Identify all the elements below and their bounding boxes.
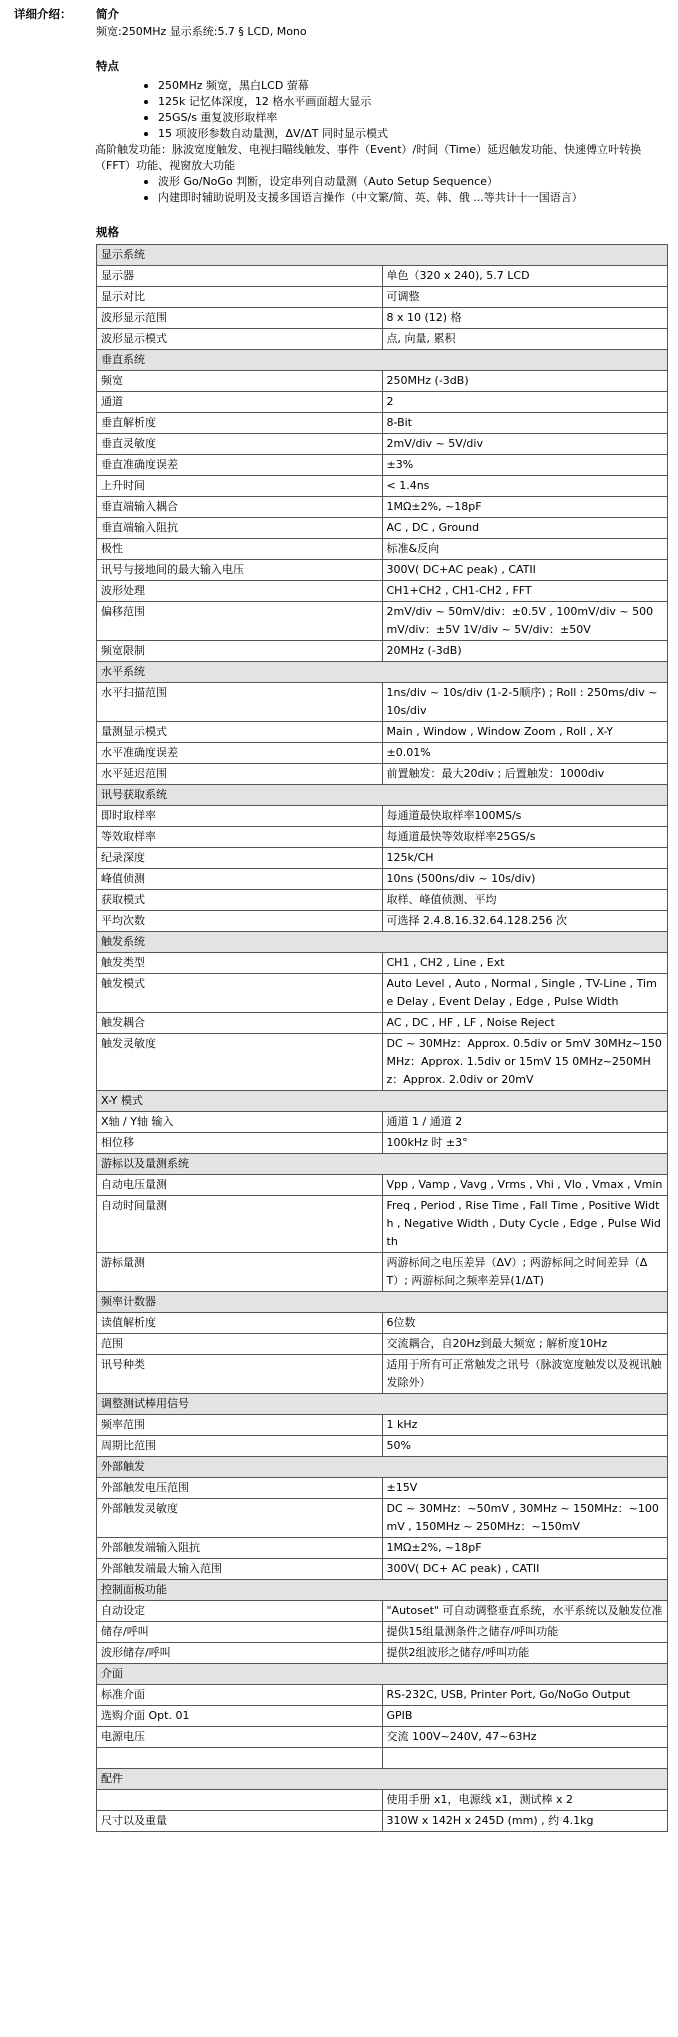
spec-value: 1ns/div ~ 10s/div (1-2-5顺序) ; Roll : 250ms/div ~ 10s/div [382, 683, 668, 722]
spec-row [97, 602, 668, 641]
spec-category-row [97, 245, 668, 266]
spec-row [97, 539, 668, 560]
spec-category-label: 控制面板功能 [97, 1580, 668, 1601]
spec-value: 可选择 2.4.8.16.32.64.128.256 次 [382, 911, 668, 932]
spec-row [97, 581, 668, 602]
spec-value: 提供2组波形之储存/呼叫功能 [382, 1643, 668, 1664]
spec-row [97, 560, 668, 581]
spec-row [97, 1013, 668, 1034]
spec-value: 2mV/div ~ 5V/div [382, 434, 668, 455]
intro-heading: 简介 [96, 7, 119, 21]
spec-value: 提供15组量测条件之储存/呼叫功能 [382, 1622, 668, 1643]
spec-value: 标准&反向 [382, 539, 668, 560]
spec-row [97, 911, 668, 932]
spec-key: 极性 [97, 539, 383, 560]
spec-row [97, 308, 668, 329]
spec-row [97, 743, 668, 764]
spec-category-label: 讯号获取系统 [97, 785, 668, 806]
spec-key: 标准介面 [97, 1685, 383, 1706]
spec-value: 交流耦合，自20Hz到最大频宽 ; 解析度10Hz [382, 1334, 668, 1355]
detail-content [96, 6, 668, 1832]
spec-category-row [97, 1580, 668, 1601]
spec-value: 8 x 10 (12) 格 [382, 308, 668, 329]
spec-value: 交流 100V~240V, 47~63Hz [382, 1727, 668, 1748]
spec-value: 前置触发：最大20div ; 后置触发：1000div [382, 764, 668, 785]
spec-row [97, 476, 668, 497]
spec-value [382, 1748, 668, 1769]
spec-category-label: 触发系统 [97, 932, 668, 953]
spec-key: 通道 [97, 392, 383, 413]
spec-value: 点, 向量, 累积 [382, 329, 668, 350]
spec-value: 使用手册 x1，电源线 x1，测试棒 x 2 [382, 1790, 668, 1811]
spec-value: 10ns (500ns/div ~ 10s/div) [382, 869, 668, 890]
spec-value: Auto Level , Auto , Normal , Single , TV-Line , Time Delay , Event Delay , Edge , Pulse Width [382, 974, 668, 1013]
spec-key: 储存/呼叫 [97, 1622, 383, 1643]
spec-row [97, 1727, 668, 1748]
spec-row [97, 1790, 668, 1811]
spec-key: 游标量测 [97, 1253, 383, 1292]
spec-category-row [97, 1292, 668, 1313]
spec-row [97, 848, 668, 869]
spec-key: 频宽限制 [97, 641, 383, 662]
spec-category-label: 游标以及量测系统 [97, 1154, 668, 1175]
spec-row [97, 1313, 668, 1334]
spec-key [97, 1790, 383, 1811]
spec-key: 显示对比 [97, 287, 383, 308]
spec-key: 触发灵敏度 [97, 1034, 383, 1091]
spec-key: 自动电压量测 [97, 1175, 383, 1196]
spec-value: 取样、峰值侦测、平均 [382, 890, 668, 911]
spec-row [97, 1706, 668, 1727]
spec-category-row [97, 1769, 668, 1790]
spec-key: 自动设定 [97, 1601, 383, 1622]
spec-row [97, 1643, 668, 1664]
spec-key: 频率范围 [97, 1415, 383, 1436]
spec-row [97, 641, 668, 662]
spec-row [97, 1112, 668, 1133]
spec-key: 电源电压 [97, 1727, 383, 1748]
spec-category-row [97, 1394, 668, 1415]
spec-value: Main , Window , Window Zoom , Roll , X-Y [382, 722, 668, 743]
spec-row [97, 1175, 668, 1196]
spec-category-row [97, 1664, 668, 1685]
spec-value: 300V( DC+AC peak) , CATII [382, 560, 668, 581]
spec-key: 垂直灵敏度 [97, 434, 383, 455]
spec-blank-row [97, 1748, 668, 1769]
spec-key: 触发类型 [97, 953, 383, 974]
spec-value: 2mV/div ~ 50mV/div：±0.5V , 100mV/div ~ 500mV/div：±5V 1V/div ~ 5V/div：±50V [382, 602, 668, 641]
spec-category-row [97, 350, 668, 371]
spec-key: 水平扫描范围 [97, 683, 383, 722]
features-heading: 特点 [96, 59, 119, 73]
spec-row [97, 1538, 668, 1559]
spec-key: 垂直端输入阻抗 [97, 518, 383, 539]
spec-table-body [97, 245, 668, 1832]
spec-row [97, 827, 668, 848]
spec-value: AC , DC , HF , LF , Noise Reject [382, 1013, 668, 1034]
spec-category-label: 介面 [97, 1664, 668, 1685]
feature-item: 125k 记忆体深度，12 格水平画面超大显示 [158, 94, 668, 110]
spec-row [97, 1685, 668, 1706]
spec-row [97, 455, 668, 476]
spec-key: 垂直解析度 [97, 413, 383, 434]
spec-table [96, 244, 668, 1832]
spec-key: 尺寸以及重量 [97, 1811, 383, 1832]
spec-value: 8-Bit [382, 413, 668, 434]
feature-list [96, 78, 668, 142]
spec-value: DC ~ 30MHz：Approx. 0.5div or 5mV 30MHz~150MHz：Approx. 1.5div or 15mV 15 0MHz~250MHz：Approx. 2.0div or 20mV [382, 1034, 668, 1091]
spec-category-row [97, 1091, 668, 1112]
spec-value: 1MΩ±2%, ~18pF [382, 497, 668, 518]
spec-key: 水平延迟范围 [97, 764, 383, 785]
spec-key: 波形储存/呼叫 [97, 1643, 383, 1664]
spec-value: ±3% [382, 455, 668, 476]
spec-row [97, 1253, 668, 1292]
detail-label: 详细介绍： [14, 7, 72, 21]
spec-value: 适用于所有可正常触发之讯号（脉波宽度触发以及视讯触发除外） [382, 1355, 668, 1394]
spec-value: ±0.01% [382, 743, 668, 764]
spec-category-row [97, 785, 668, 806]
feature-item: 25GS/s 重复波形取样率 [158, 110, 668, 126]
spec-category-label: 频率计数器 [97, 1292, 668, 1313]
spec-row [97, 1559, 668, 1580]
spec-value: 2 [382, 392, 668, 413]
spec-row [97, 1133, 668, 1154]
spec-key: 自动时间量测 [97, 1196, 383, 1253]
specs-heading: 规格 [96, 225, 119, 239]
spec-row [97, 1355, 668, 1394]
feature-item: 波形 Go/NoGo 判断，设定串列自动量测（Auto Setup Sequence） [158, 174, 668, 190]
spec-row [97, 497, 668, 518]
spec-value: 50% [382, 1436, 668, 1457]
spec-category-label: 水平系统 [97, 662, 668, 683]
spec-row [97, 1499, 668, 1538]
spec-value: Vpp , Vamp , Vavg , Vrms , Vhi , Vlo , Vmax , Vmin [382, 1175, 668, 1196]
spec-category-label: 配件 [97, 1769, 668, 1790]
spec-value: ±15V [382, 1478, 668, 1499]
spec-row [97, 287, 668, 308]
spec-value: 310W x 142H x 245D (mm) , 约 4.1kg [382, 1811, 668, 1832]
spec-key: 垂直端输入耦合 [97, 497, 383, 518]
spec-row [97, 1478, 668, 1499]
spec-category-row [97, 1154, 668, 1175]
feature-item: 内建即时辅助说明及支援多国语言操作（中文繁/简、英、韩、俄 ...等共计十一国语言） [158, 190, 668, 206]
spec-key: 外部触发灵敏度 [97, 1499, 383, 1538]
spec-key: 周期比范围 [97, 1436, 383, 1457]
spec-row [97, 518, 668, 539]
spec-row [97, 890, 668, 911]
spec-row [97, 266, 668, 287]
intro-text: 频宽:250MHz 显示系统:5.7 § LCD, Mono [96, 25, 307, 38]
spec-row [97, 329, 668, 350]
spec-key: 外部触发端最大输入范围 [97, 1559, 383, 1580]
spec-value: 125k/CH [382, 848, 668, 869]
spec-category-label: X-Y 模式 [97, 1091, 668, 1112]
spec-value: < 1.4ns [382, 476, 668, 497]
spec-category-label: 显示系统 [97, 245, 668, 266]
spec-value: 6位数 [382, 1313, 668, 1334]
spec-row [97, 722, 668, 743]
spec-key: 波形显示范围 [97, 308, 383, 329]
spec-key: 即时取样率 [97, 806, 383, 827]
spec-value: 单色（320 x 240), 5.7 LCD [382, 266, 668, 287]
spec-row [97, 953, 668, 974]
spec-key: 上升时间 [97, 476, 383, 497]
spec-value: 1 kHz [382, 1415, 668, 1436]
spec-value: 通道 1 / 通道 2 [382, 1112, 668, 1133]
feature-list-2 [96, 174, 668, 206]
spec-key: 量测显示模式 [97, 722, 383, 743]
spec-key: 平均次数 [97, 911, 383, 932]
spec-row [97, 1436, 668, 1457]
spec-key: 讯号与接地间的最大输入电压 [97, 560, 383, 581]
spec-key: 讯号种类 [97, 1355, 383, 1394]
spec-row [97, 1811, 668, 1832]
spec-row [97, 1334, 668, 1355]
spec-key: 外部触发端输入阻抗 [97, 1538, 383, 1559]
spec-value: 每通道最快取样率100MS/s [382, 806, 668, 827]
spec-value: 1MΩ±2%, ~18pF [382, 1538, 668, 1559]
spec-row [97, 413, 668, 434]
spec-key: 波形显示模式 [97, 329, 383, 350]
spec-category-label: 垂直系统 [97, 350, 668, 371]
spec-row [97, 764, 668, 785]
spec-value: "Autoset" 可自动调整垂直系统，水平系统以及触发位准 [382, 1601, 668, 1622]
spec-row [97, 371, 668, 392]
spec-value: 20MHz (-3dB) [382, 641, 668, 662]
spec-row [97, 1601, 668, 1622]
spec-value: AC , DC , Ground [382, 518, 668, 539]
spec-category-row [97, 932, 668, 953]
spec-value: GPIB [382, 1706, 668, 1727]
spec-value: 每通道最快等效取样率25GS/s [382, 827, 668, 848]
spec-key: 触发耦合 [97, 1013, 383, 1034]
spec-key: X轴 / Y轴 输入 [97, 1112, 383, 1133]
spec-key: 垂直准确度误差 [97, 455, 383, 476]
spec-row [97, 434, 668, 455]
spec-row [97, 1622, 668, 1643]
spec-category-row [97, 1457, 668, 1478]
spec-key: 范围 [97, 1334, 383, 1355]
spec-row [97, 1034, 668, 1091]
spec-category-row [97, 662, 668, 683]
spec-category-label: 外部触发 [97, 1457, 668, 1478]
spec-key: 波形处理 [97, 581, 383, 602]
spec-key: 偏移范围 [97, 602, 383, 641]
spec-key: 相位移 [97, 1133, 383, 1154]
spec-key: 读值解析度 [97, 1313, 383, 1334]
spec-key: 选购介面 Opt. 01 [97, 1706, 383, 1727]
spec-value: Freq , Period , Rise Time , Fall Time , Positive Width , Negative Width , Duty Cycle , Edge , Pulse Width [382, 1196, 668, 1253]
spec-key: 外部触发电压范围 [97, 1478, 383, 1499]
spec-value: 250MHz (-3dB) [382, 371, 668, 392]
spec-key: 峰值侦测 [97, 869, 383, 890]
feature-item: 250MHz 频宽，黑白LCD 萤幕 [158, 78, 668, 94]
spec-value: DC ~ 30MHz：~50mV , 30MHz ~ 150MHz：~100mV , 150MHz ~ 250MHz：~150mV [382, 1499, 668, 1538]
spec-value: 两游标间之电压差异（ΔV）; 两游标间之时间差异（ΔT）; 两游标间之频率差异(1/ΔT) [382, 1253, 668, 1292]
spec-key: 等效取样率 [97, 827, 383, 848]
spec-row [97, 1415, 668, 1436]
spec-key: 频宽 [97, 371, 383, 392]
spec-value: 300V( DC+ AC peak) , CATII [382, 1559, 668, 1580]
spec-row [97, 806, 668, 827]
spec-key: 显示器 [97, 266, 383, 287]
spec-value: RS-232C, USB, Printer Port, Go/NoGo Output [382, 1685, 668, 1706]
spec-row [97, 392, 668, 413]
spec-key: 触发模式 [97, 974, 383, 1013]
spec-category-label: 调整测试棒用信号 [97, 1394, 668, 1415]
spec-value: 100kHz 时 ±3° [382, 1133, 668, 1154]
spec-key: 水平准确度误差 [97, 743, 383, 764]
spec-key: 获取模式 [97, 890, 383, 911]
spec-key: 纪录深度 [97, 848, 383, 869]
spec-row [97, 683, 668, 722]
spec-value: CH1+CH2 , CH1-CH2 , FFT [382, 581, 668, 602]
spec-value: 可调整 [382, 287, 668, 308]
spec-row [97, 974, 668, 1013]
spec-row [97, 1196, 668, 1253]
spec-value: CH1 , CH2 , Line , Ext [382, 953, 668, 974]
feature-item: 15 项波形参数自动量测，ΔV/ΔT 同时显示模式 [158, 126, 668, 142]
feature-paragraph: 高阶触发功能：脉波宽度触发、电视扫瞄线触发、事件（Event）/时间（Time）延迟触发功能、快速傅立叶转换（FFT）功能、视窗放大功能 [95, 143, 642, 172]
spec-row [97, 869, 668, 890]
spec-key [97, 1748, 383, 1769]
